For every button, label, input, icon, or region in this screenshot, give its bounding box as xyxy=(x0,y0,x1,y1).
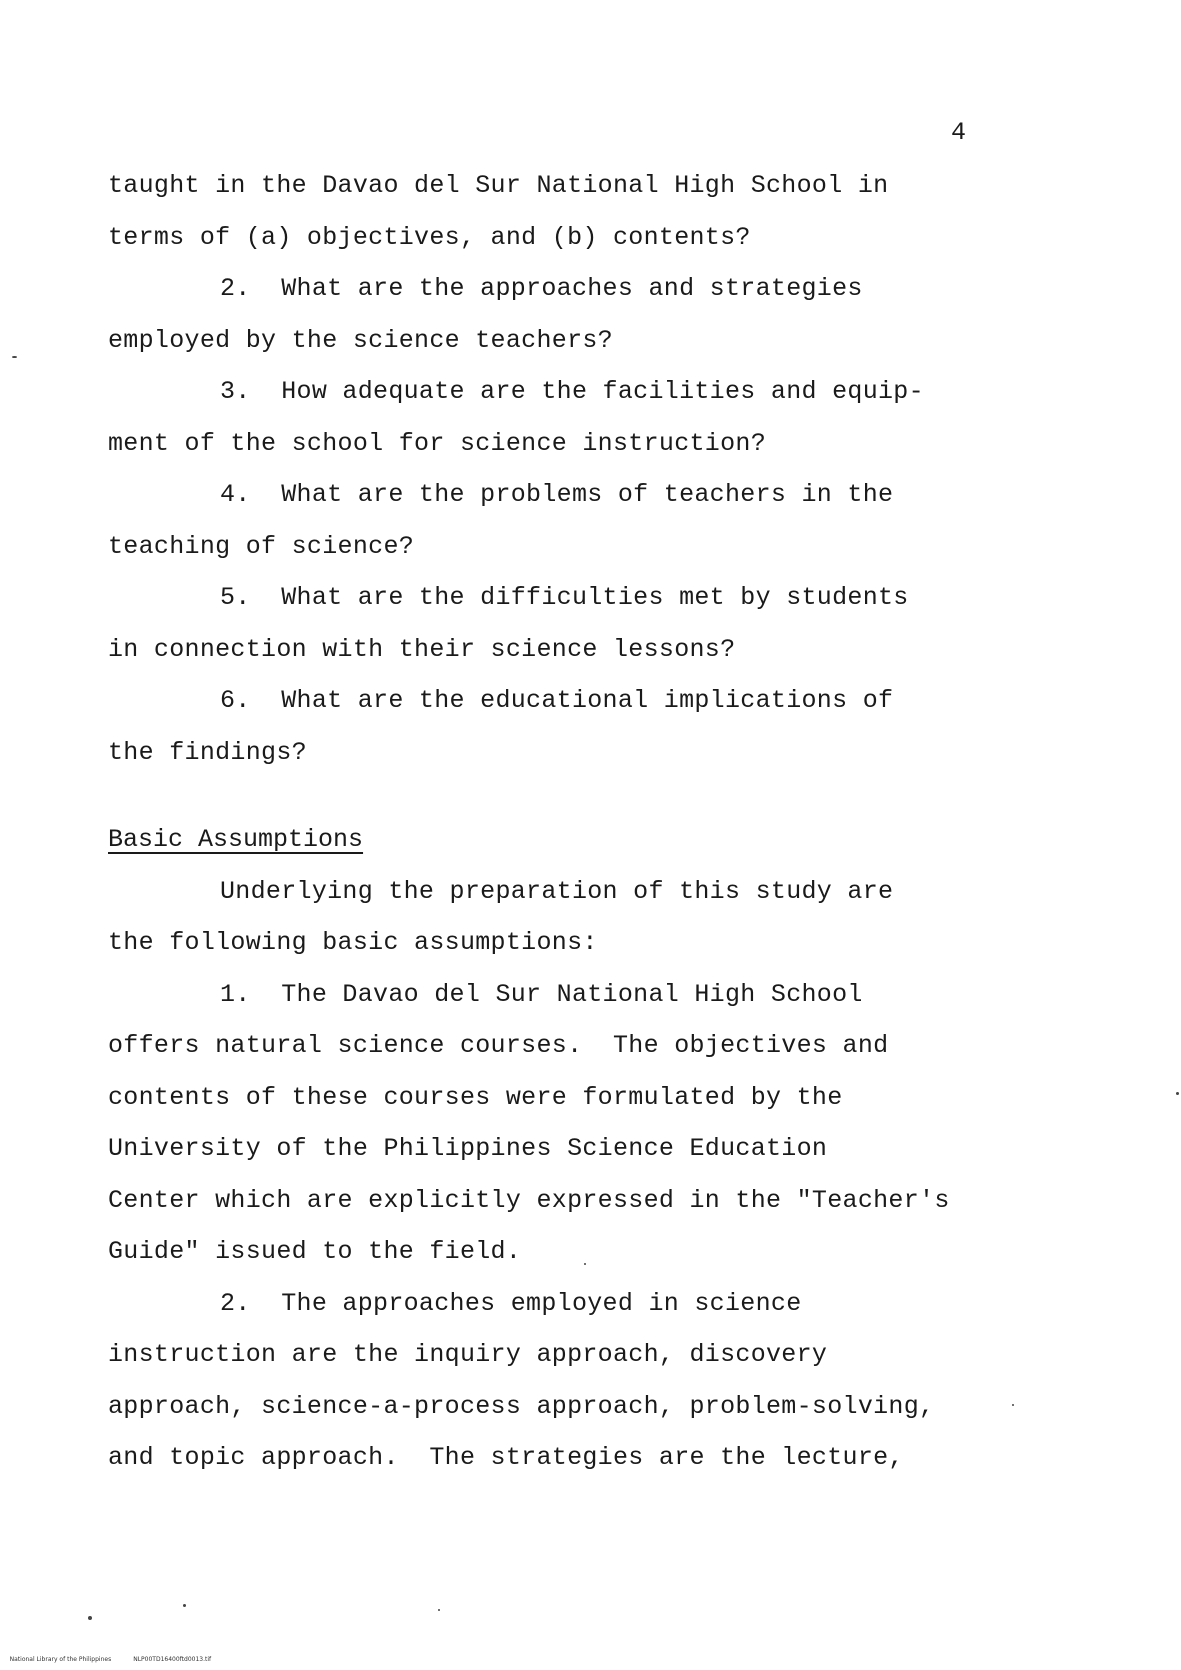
assumption-1-line: offers natural science courses. The objectives and xyxy=(108,1031,889,1060)
question-5-line: in connection with their science lessons? xyxy=(108,634,736,664)
section-heading-wrap xyxy=(108,814,1088,866)
assumption-2-line: 2. The approaches employed in science xyxy=(220,1288,802,1318)
intro-line: the following basic assumptions: xyxy=(108,928,598,957)
body-text xyxy=(108,160,1088,1484)
question-2-line: employed by the science teachers? xyxy=(108,325,613,355)
question-6-line: the findings? xyxy=(108,737,307,767)
intro-line: Underlying the preparation of this study are xyxy=(220,876,894,906)
scan-footer xyxy=(2,1649,211,1670)
question-3-line: ment of the school for science instruction? xyxy=(108,428,767,458)
assumption-1-line: Guide" issued to the field. xyxy=(108,1237,522,1266)
question-6-line: 6. What are the educational implications of xyxy=(220,686,894,715)
paragraph-line: taught in the Davao del Sur National High School in xyxy=(108,171,889,200)
question-4-line: teaching of science? xyxy=(108,531,415,561)
scan-speck xyxy=(438,1609,440,1611)
footer-file-id: NLP00TD16400ftd0013.tif xyxy=(133,1656,212,1663)
assumption-2-line: approach, science-a-process approach, problem-solving, xyxy=(108,1391,935,1421)
question-2-line: 2. What are the approaches and strategies xyxy=(220,274,863,303)
scan-speck xyxy=(584,1263,586,1265)
scan-speck xyxy=(12,356,17,358)
scan-speck xyxy=(1012,1404,1014,1406)
footer-library-label: National Library of the Philippines xyxy=(9,1656,112,1663)
assumption-1-line: contents of these courses were formulated by the xyxy=(108,1082,843,1112)
question-4-line: 4. What are the problems of teachers in the xyxy=(220,480,894,509)
assumption-1-line: 1. The Davao del Sur National High School xyxy=(220,979,863,1009)
assumption-2-line: and topic approach. The strategies are the lecture, xyxy=(108,1443,904,1472)
assumption-2-line: instruction are the inquiry approach, discovery xyxy=(108,1340,828,1369)
scan-speck xyxy=(88,1616,92,1620)
question-5-line: 5. What are the difficulties met by students xyxy=(220,583,909,612)
scan-speck xyxy=(183,1604,186,1607)
page-number: 4 xyxy=(951,118,967,147)
question-3-line: 3. How adequate are the facilities and equip- xyxy=(220,377,924,406)
assumption-1-line: Center which are explicitly expressed in the "Teacher's xyxy=(108,1185,950,1215)
section-heading: Basic Assumptions xyxy=(108,825,364,854)
paragraph-line: terms of (a) objectives, and (b) contents? xyxy=(108,222,751,252)
scan-speck xyxy=(1176,1092,1179,1095)
assumption-1-line: University of the Philippines Science Education xyxy=(108,1134,828,1163)
